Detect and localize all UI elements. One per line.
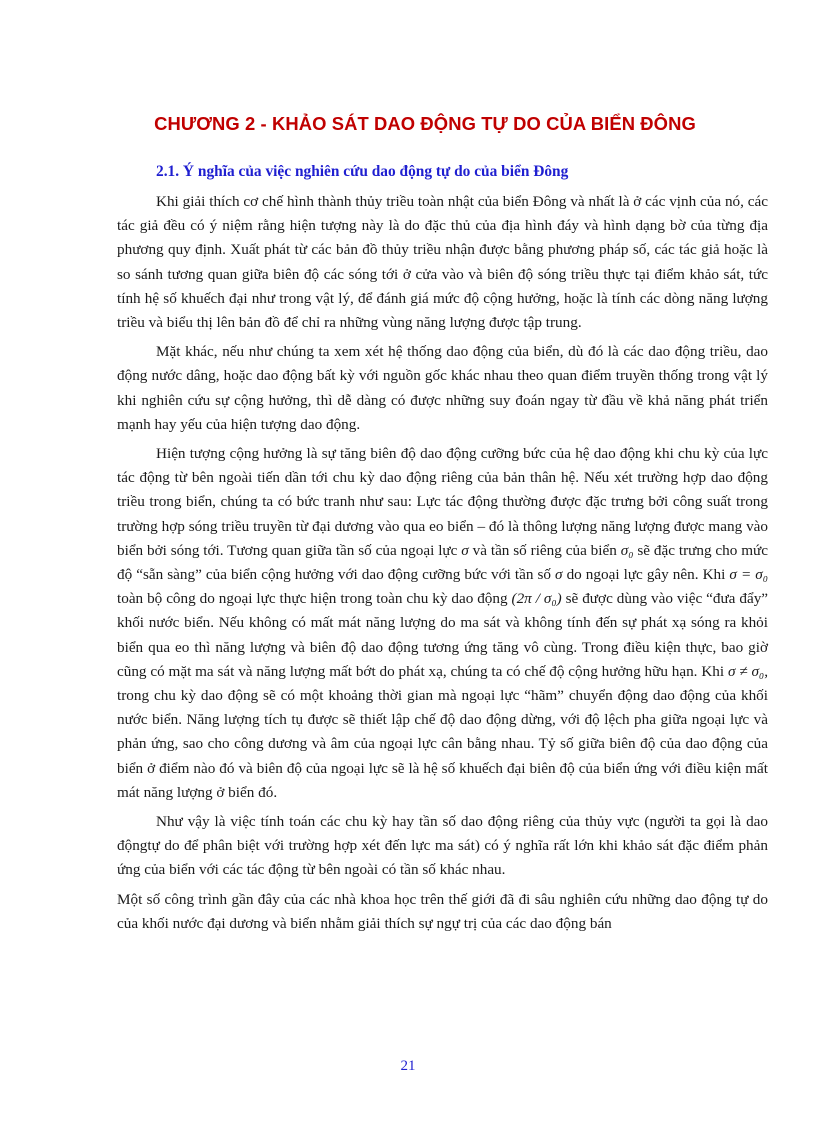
paragraph: Một số công trình gần đây của các nhà khoa học trên thế giới đã đi sâu nghiên cứu những dao động tự do của khối nước đại dương và biển nhằm giải thích sự ngự trị của các dao động bán [117, 890, 768, 932]
body-text [117, 190, 768, 941]
page-number: 21 [400, 1058, 416, 1074]
text-run: toàn bộ công do ngoại lực thực hiện trong toàn chu kỳ dao động [117, 590, 508, 608]
math-sigma: σ [555, 566, 563, 584]
section-heading: 2.1. Ý nghĩa của việc nghiên cứu dao động tự do của biển Đông [156, 163, 569, 180]
text-run: sẽ được dùng vào việc “đưa đẩy” khối nước biển. Nếu không có mất mát năng lượng do ma sát và không tính đến sự phát xạ sóng ra khỏi biển qua eo thì năng lượng và biên độ dao động tương ứng tăng vô cùng. Trong điều kiện thực, bao giờ cũng có mặt ma sát và năng lượng mất bớt do phát xạ, chúng ta có chế độ cộng hưởng hữu hạn. Khi [117, 590, 769, 680]
math-inequality: σ ≠ σ₀ [727, 662, 765, 680]
math-equation: σ = σ₀ [729, 566, 769, 584]
text-run: do ngoại lực gây nên. Khi [566, 566, 726, 584]
chapter-title: CHƯƠNG 2 - KHẢO SÁT DAO ĐỘNG TỰ DO CỦA BIỂN ĐÔNG [154, 113, 696, 134]
text-run: sẽ đặc trưng cho mức độ “sẵn sàng” của biển cộng hưởng với dao động cưỡng bức với tần số [117, 541, 769, 584]
text-run: , trong chu kỳ dao động sẽ có một khoảng thời gian mà ngoại lực “hãm” chuyển động dao động của khối nước biển. Năng lượng tích tụ được sẽ thiết lập chế độ dao động dừng, với độ lệch pha giữa ngoại lực và phản ứng, sao cho công dương và âm của ngoại lực cân bằng nhau. Tỷ số giữa biên độ của dao động của biển ở điểm nào đó và biên độ của ngoại lực sẽ là hệ số khuếch đại biên độ của biển ứng với điều kiện mất mát năng lượng ở biển đó. [117, 662, 769, 801]
text-run: Hiện tượng cộng hưởng là sự tăng biên độ dao động cưỡng bức của hệ dao động khi chu kỳ của lực tác động từ bên ngoài tiến dần tới chu kỳ dao động riêng của bản thân hệ. Nếu xét trường hợp dao động triều trong biển, chúng ta có bức tranh như sau: Lực tác động thường được đặc trưng bởi công suất trong trường hợp sóng triều truyền từ đại dương vào qua eo biển – đó là thông lượng năng lượng được mang vào biển bởi sóng tới. Tương quan giữa tần số của ngoại lực [117, 445, 768, 559]
math-sigma: σ [461, 541, 469, 559]
paragraph: Như vậy là việc tính toán các chu kỳ hay tần số dao động riêng của thủy vực (người ta gọi là dao độngtự do để phân biệt với trường hợp xét đến lực ma sát) có ý nghĩa rất lớn khi khảo sát đặc điểm phản ứng của biển với các tác động từ bên ngoài có tần số khác nhau. [117, 813, 768, 879]
paragraph: Mặt khác, nếu như chúng ta xem xét hệ thống dao động của biển, dù đó là các dao động triều, dao động nước dâng, hoặc dao động bất kỳ với nguồn gốc khác nhau theo quan điểm truyền thống trong vật lý khi nghiên cứu sự cộng hưởng, thì dễ dàng có được những suy đoán ngay từ đầu về khả năng phát triển mạnh hay yếu của hiện tượng dao động. [117, 343, 768, 433]
paragraph [117, 442, 768, 805]
math-period: (2π / σ₀) [511, 590, 562, 608]
paragraph: Khi giải thích cơ chế hình thành thủy triều toàn nhật của biển Đông và nhất là ở các vịnh của nó, các tác giả đều có ý niệm rằng hiện tượng này là do đặc thủ của địa hình đáy và hình dạng bờ của từng địa phương quy định. Xuất phát từ các bản đồ thủy triều nhận được bằng phương pháp số, các tác giả hoặc là so sánh tương quan giữa biên độ các sóng tới ở cửa vào và biên độ sóng triều thực tại điểm khảo sát, tức tính hệ số khuếch đại như trong vật lý, để đánh giá mức độ cộng hưởng, hoặc là tính các dòng năng lượng triều và biểu thị lên bản đồ để chỉ ra những vùng năng lượng được tập trung. [117, 193, 768, 332]
math-sigma0: σ₀ [620, 541, 634, 559]
text-run: và tần số riêng của biển [472, 541, 617, 559]
